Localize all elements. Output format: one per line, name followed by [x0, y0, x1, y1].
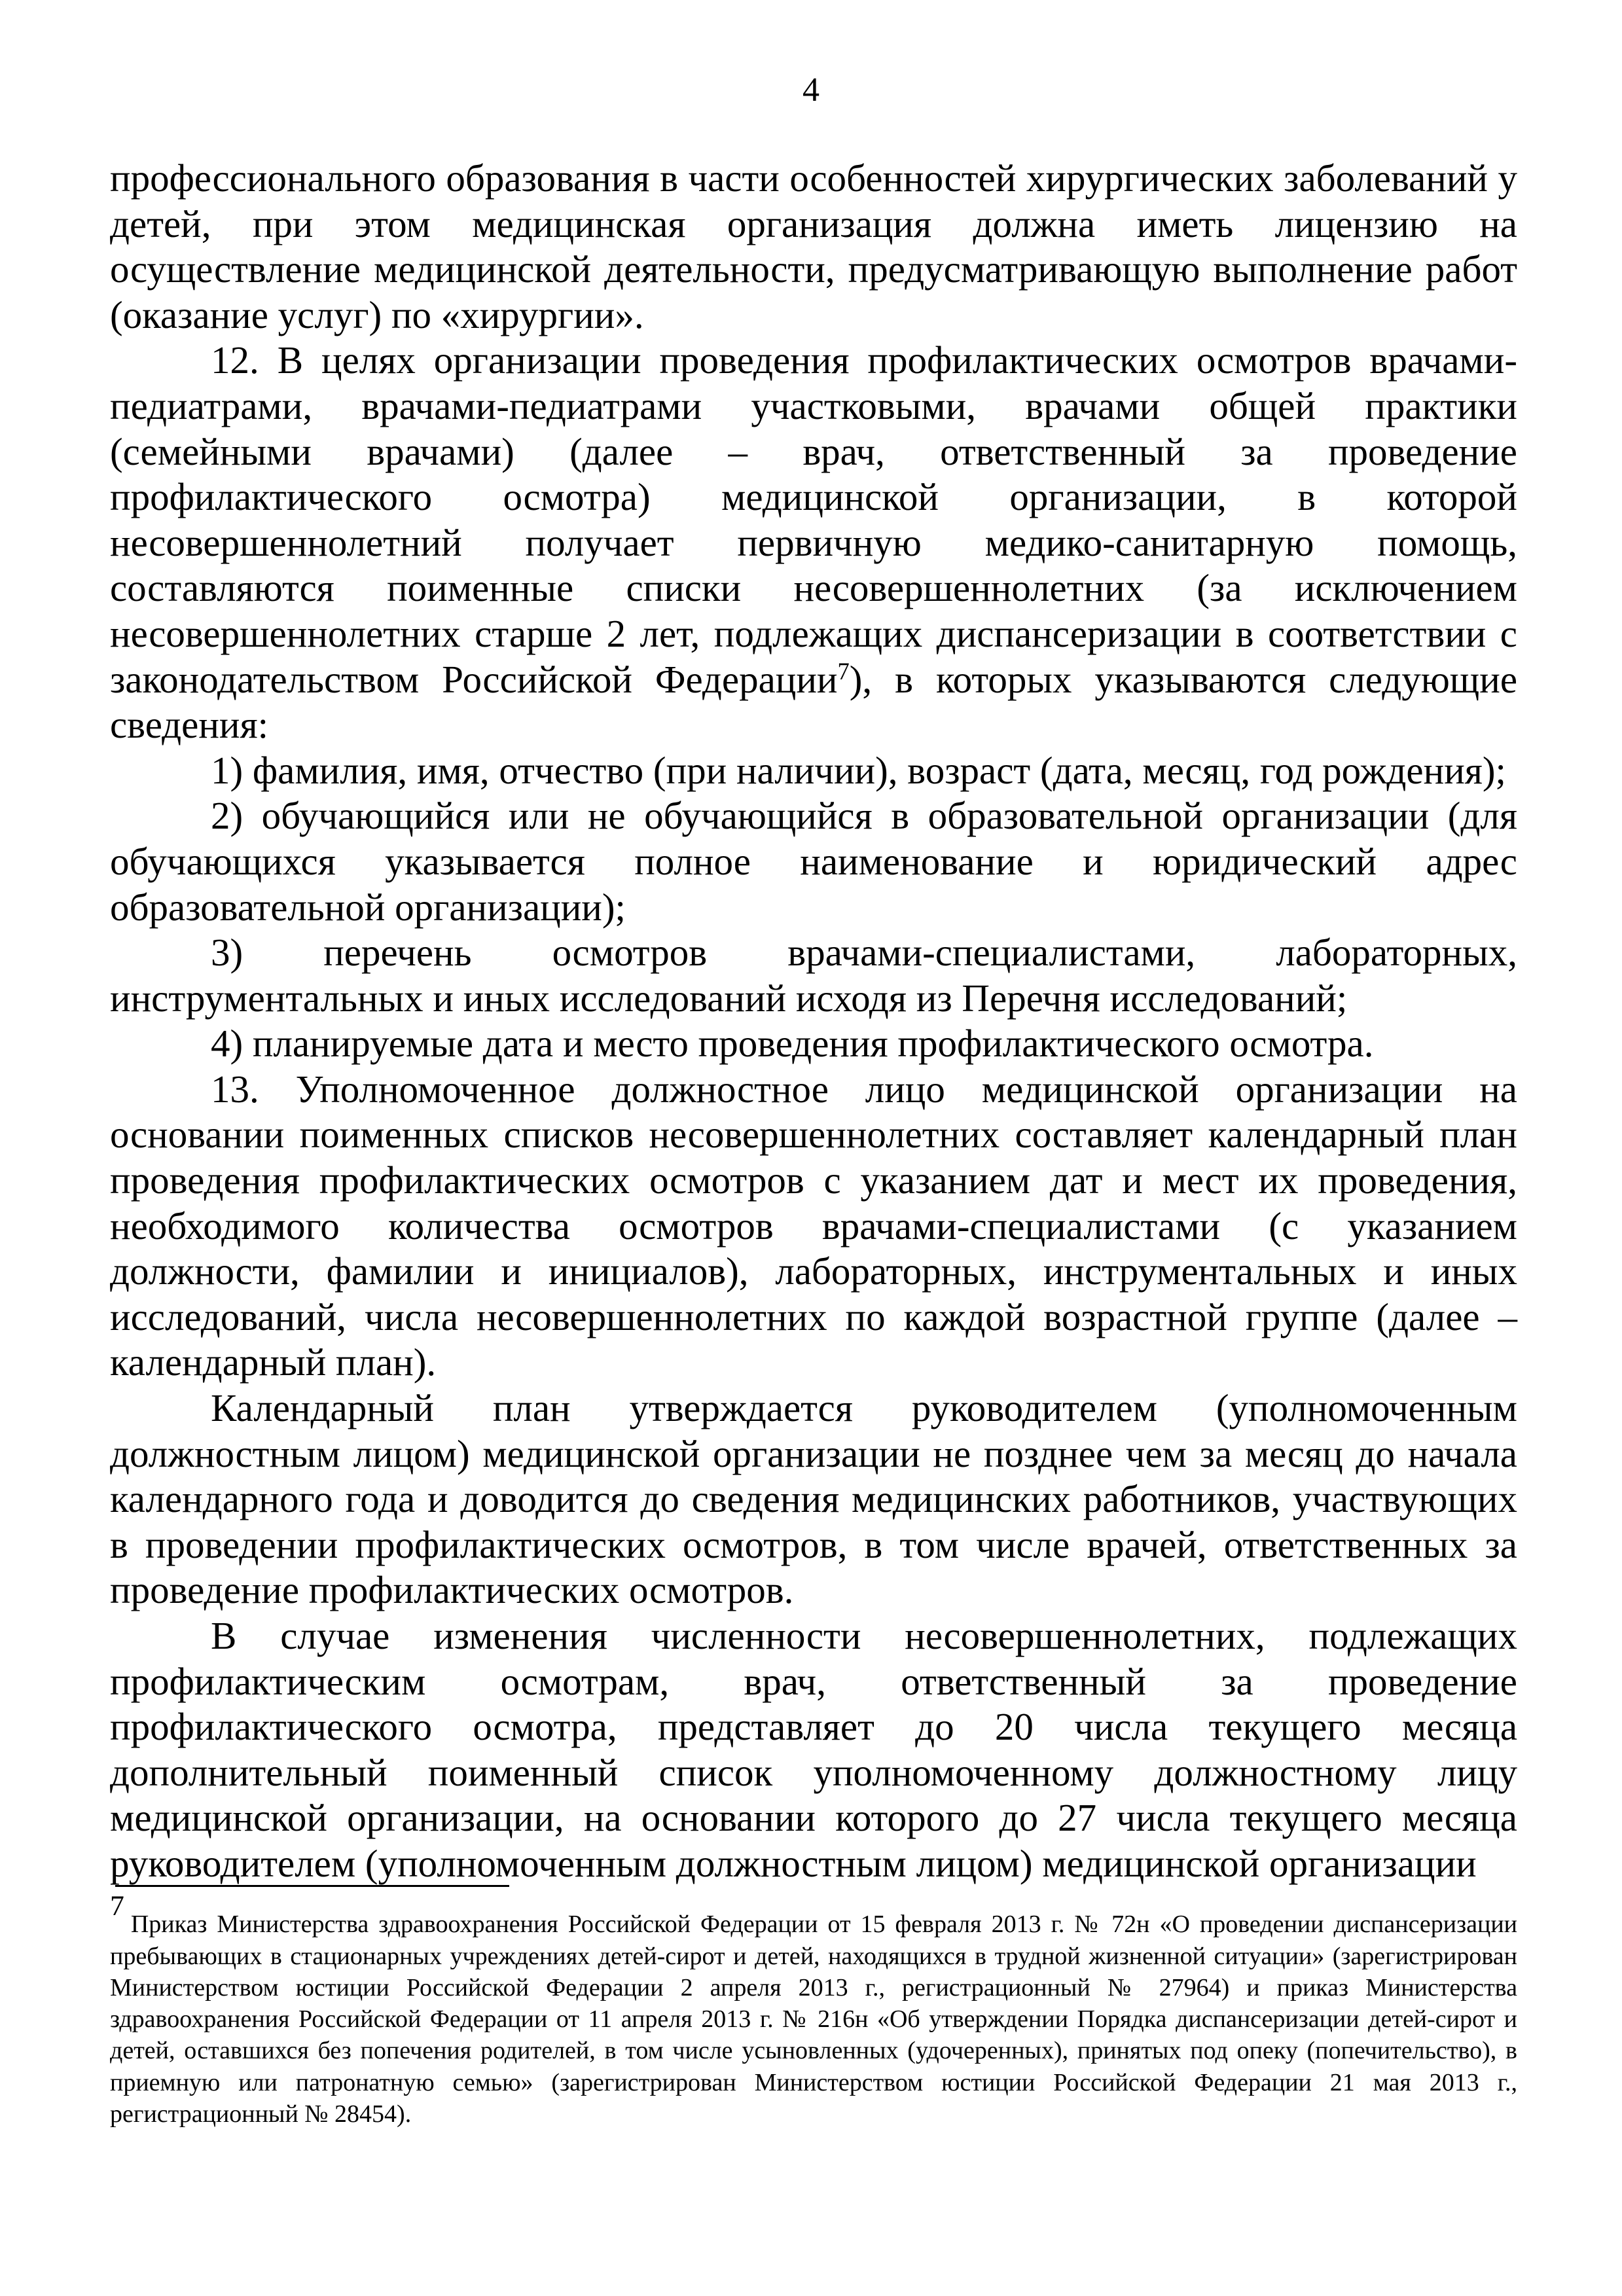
footnote-mark: 7 — [110, 1890, 124, 1922]
footnote-7 — [110, 1890, 1517, 2130]
footnote-divider — [115, 1885, 509, 1887]
paragraph-continuation: профессионального образования в части особенностей хирургических заболеваний у детей, при этом медицинская организация должна иметь лицензию на осуществление медицинской деятельности, предусматривающую выполнение работ (оказание услуг) по «хирургии». — [110, 156, 1517, 336]
paragraph-changes: В случае изменения численности несовершеннолетних, подлежащих профилактическим осмотрам, врач, ответственный за проведение профилактического осмотра, представляет до 20 числа текущего месяца дополнительный поименный список уполномоченному должностному лицу медицинской организации, на основании которого до 27 числа текущего месяца руководителем (уполномоченным должностным лицом) медицинской организации — [110, 1614, 1517, 1885]
page-number: 4 — [802, 71, 820, 109]
paragraph-item-12-text-end: ), в которых указываются следующие сведения: — [110, 657, 1518, 747]
paragraph-calendar-plan: Календарный план утверждается руководителем (уполномоченным должностным лицом) медицинской организации не позднее чем за месяц до начала календарного года и доводится до сведения медицинских работников, участвующих в проведении профилактических осмотров, в том числе врачей, ответственных за проведение профилактических осмотров. — [110, 1386, 1517, 1612]
paragraph-item-12-text: 12. В целях организации проведения профилактических осмотров врачами-педиатрами, врачами-педиатрами участковыми, врачами общей практики (семейными врачами) (далее – врач, ответственный за проведение профилактического осмотра) медицинской организации, в которой несовершеннолетний получает первичную медико-санитарную помощь, составляются поименные списки несовершеннолетних (за исключением несовершеннолетних старше 2 лет, подлежащих диспансеризации в соответствии с законодательством Российской Федерации — [110, 338, 1517, 701]
footnote-text: Приказ Министерства здравоохранения Российской Федерации от 15 февраля 2013 г. № 72н «О проведении диспансеризации пребывающих в стационарных учреждениях детей-сирот и детей, находящихся в трудной жизненной ситуации» (зарегистрирован Министерством юстиции Российской Федерации 2 апреля 2013 г., регистрационный № 27964) и приказ Министерства здравоохранения Российской Федерации от 11 апреля 2013 г. № 216н «Об утверждении Порядка диспансеризации детей-сирот и детей, оставшихся без попечения родителей, в том числе усыновленных (удочеренных), принятых под опеку (попечительство), в приемную или патронатную семью» (зарегистрирован Министерством юстиции Российской Федерации 21 мая 2013 г., регистрационный № 28454). — [110, 1910, 1517, 2128]
footnotes — [110, 1890, 1517, 2130]
list-item-3: 3) перечень осмотров врачами-специалистами, лабораторных, инструментальных и иных исследований исходя из Перечня исследований; — [110, 931, 1517, 1020]
paragraph-item-13: 13. Уполномоченное должностное лицо медицинской организации на основании поименных списков несовершеннолетних составляет календарный план проведения профилактических осмотров с указанием дат и мест их проведения, необходимого количества осмотров врачами-специалистами (с указанием должности, фамилии и инициалов), лабораторных, инструментальных и иных исследований, числа несовершеннолетних по каждой возрастной группе (далее – календарный план). — [110, 1067, 1517, 1384]
list-item-4: 4) планируемые дата и место проведения профилактического осмотра. — [211, 1022, 1374, 1066]
document-body — [110, 156, 1517, 1887]
footnote-reference[interactable]: 7 — [837, 657, 850, 685]
list-item-2: 2) обучающийся или не обучающийся в образовательной организации (для обучающихся указывается полное наименование и юридический адрес образовательной организации); — [110, 794, 1517, 929]
list-item-1: 1) фамилия, имя, отчество (при наличии), возраст (дата, месяц, год рождения); — [211, 748, 1506, 792]
paragraph-item-12 — [110, 338, 1517, 747]
